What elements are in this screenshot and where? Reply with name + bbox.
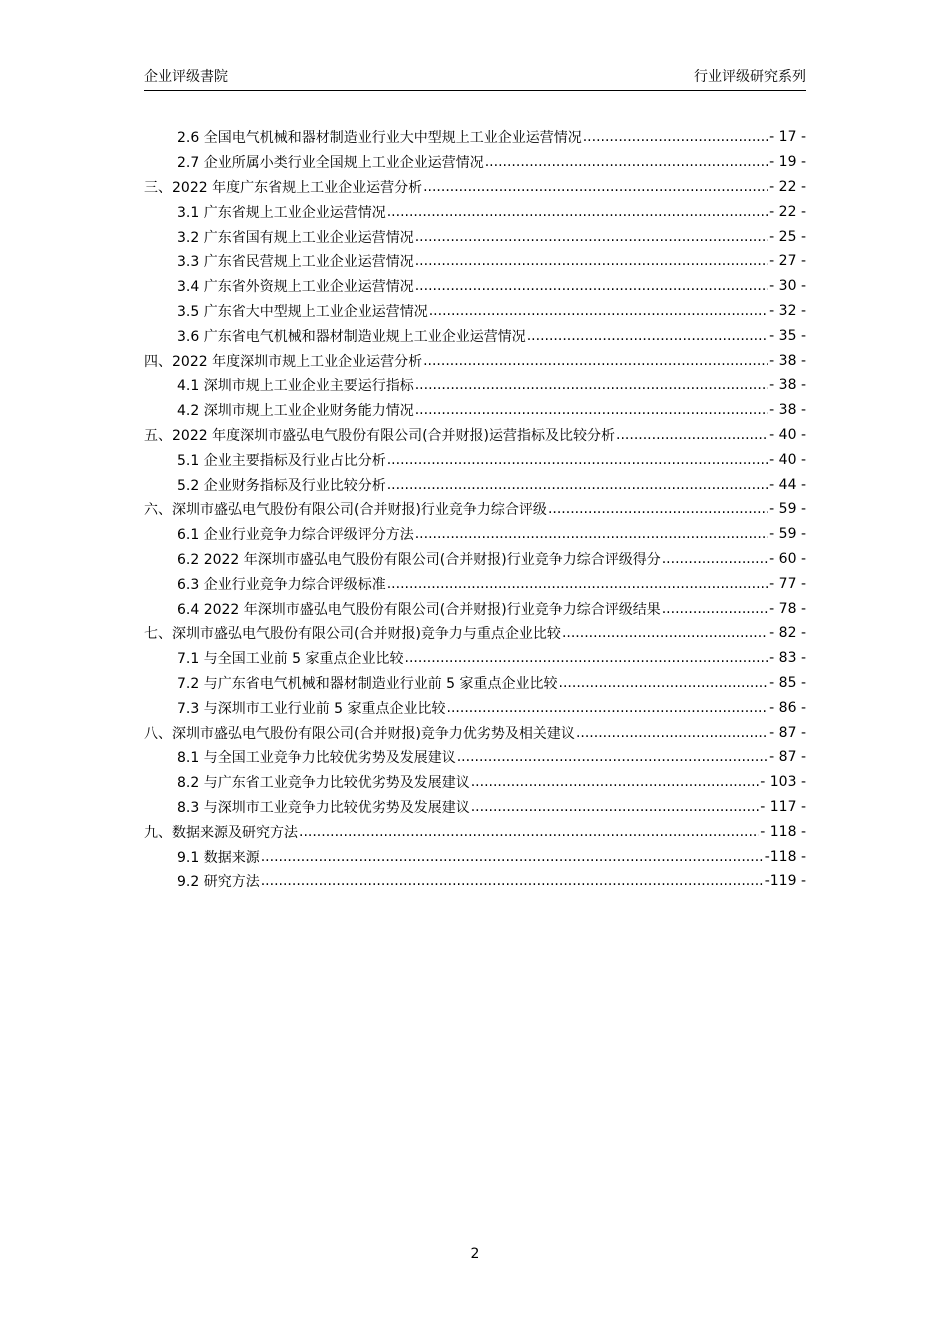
toc-entry-page: - 44 - (769, 476, 806, 493)
toc-chapter-entry[interactable] (144, 497, 806, 522)
toc-dot-leader (527, 328, 768, 344)
toc-entry-page: - 60 - (769, 550, 806, 567)
toc-entry-title: 九、数据来源及研究方法 (144, 824, 298, 841)
toc-section-entry[interactable] (144, 522, 806, 547)
page-header (144, 66, 806, 88)
toc-dot-leader (457, 749, 768, 765)
toc-dot-leader (423, 353, 768, 369)
toc-entry-page: - 35 - (769, 327, 806, 344)
toc-entry-page: - 78 - (769, 600, 806, 617)
toc-section-entry[interactable] (144, 745, 806, 770)
toc-dot-leader (471, 799, 760, 815)
toc-dot-leader (415, 229, 768, 245)
toc-entry-page: - 38 - (769, 352, 806, 369)
toc-entry-page: - 22 - (769, 203, 806, 220)
toc-entry-title: 八、深圳市盛弘电气股份有限公司(合并财报)竞争力优劣势及相关建议 (144, 725, 575, 742)
toc-dot-leader (559, 675, 769, 691)
toc-entry-title: 8.3 与深圳市工业竞争力比较优劣势及发展建议 (177, 799, 470, 816)
header-divider (144, 90, 806, 91)
toc-entry-title: 3.5 广东省大中型规上工业企业运营情况 (177, 303, 428, 320)
toc-entry-page: - 38 - (769, 402, 806, 419)
toc-entry-title: 六、深圳市盛弘电气股份有限公司(合并财报)行业竞争力综合评级 (144, 502, 547, 519)
toc-section-entry[interactable] (144, 795, 806, 820)
toc-dot-leader (415, 526, 768, 542)
toc-entry-title: 6.3 企业行业竞争力综合评级标准 (177, 576, 386, 593)
toc-section-entry[interactable] (144, 695, 806, 720)
toc-entry-title: 7.3 与深圳市工业行业前 5 家重点企业比较 (177, 700, 446, 717)
header-org-name: 企业评级書院 (144, 69, 228, 85)
toc-section-entry[interactable] (144, 323, 806, 348)
toc-entry-page: - 103 - (760, 774, 806, 791)
toc-entry-page: - 25 - (769, 228, 806, 245)
toc-dot-leader (415, 377, 768, 393)
toc-dot-leader (485, 154, 768, 170)
toc-entry-title: 四、2022 年度深圳市规上工业企业运营分析 (144, 353, 423, 370)
toc-entry-page: - 32 - (769, 302, 806, 319)
toc-section-entry[interactable] (144, 596, 806, 621)
toc-entry-page: - 87 - (769, 724, 806, 741)
toc-entry-page: -118 - (764, 848, 806, 865)
toc-entry-title: 2.7 企业所属小类行业全国规上工业企业运营情况 (177, 155, 484, 172)
toc-section-entry[interactable] (144, 398, 806, 423)
page-number: 2 (470, 1246, 480, 1262)
toc-dot-leader (616, 427, 768, 443)
toc-entry-title: 五、2022 年度深圳市盛弘电气股份有限公司(合并财报)运营指标及比较分析 (144, 427, 616, 444)
toc-entry-page: - 27 - (769, 253, 806, 270)
toc-dot-leader (562, 625, 768, 641)
toc-dot-leader (299, 824, 759, 840)
toc-section-entry[interactable] (144, 844, 806, 869)
toc-section-entry[interactable] (144, 447, 806, 472)
toc-entry-title: 6.4 2022 年深圳市盛弘电气股份有限公司(合并财报)行业竞争力综合评级结果 (177, 601, 661, 618)
toc-entry-page: - 82 - (769, 625, 806, 642)
toc-section-entry[interactable] (144, 373, 806, 398)
toc-entry-title: 5.1 企业主要指标及行业占比分析 (177, 452, 386, 469)
toc-entry-title: 3.1 广东省规上工业企业运营情况 (177, 204, 386, 221)
toc-entry-title: 9.1 数据来源 (177, 849, 260, 866)
toc-dot-leader (405, 650, 769, 666)
toc-entry-page: - 117 - (760, 798, 806, 815)
toc-entry-title: 4.2 深圳市规上工业企业财务能力情况 (177, 403, 414, 420)
toc-section-entry[interactable] (144, 299, 806, 324)
toc-dot-leader (583, 129, 768, 145)
toc-entry-page: - 38 - (769, 377, 806, 394)
toc-entry-title: 8.2 与广东省工业竞争力比较优劣势及发展建议 (177, 775, 470, 792)
toc-chapter-entry[interactable] (144, 423, 806, 448)
toc-dot-leader (387, 477, 768, 493)
toc-dot-leader (415, 402, 768, 418)
toc-section-entry[interactable] (144, 770, 806, 795)
toc-entry-page: - 19 - (769, 154, 806, 171)
toc-section-entry[interactable] (144, 249, 806, 274)
toc-dot-leader (662, 601, 768, 617)
table-of-contents (144, 125, 806, 894)
toc-entry-page: - 85 - (769, 674, 806, 691)
toc-dot-leader (415, 278, 768, 294)
toc-entry-page: - 59 - (769, 501, 806, 518)
toc-chapter-entry[interactable] (144, 348, 806, 373)
toc-dot-leader (387, 204, 768, 220)
toc-entry-page: - 17 - (769, 129, 806, 146)
toc-dot-leader (387, 452, 768, 468)
toc-entry-page: - 22 - (769, 178, 806, 195)
toc-dot-leader (261, 873, 764, 889)
toc-entry-title: 3.2 广东省国有规上工业企业运营情况 (177, 229, 414, 246)
toc-entry-page: - 83 - (769, 650, 806, 667)
toc-entry-page: - 59 - (769, 526, 806, 543)
toc-section-entry[interactable] (144, 472, 806, 497)
toc-entry-title: 6.1 企业行业竞争力综合评级评分方法 (177, 527, 414, 544)
toc-entry-page: -119 - (764, 873, 806, 890)
toc-dot-leader (415, 253, 768, 269)
toc-section-entry[interactable] (144, 199, 806, 224)
toc-entry-title: 3.3 广东省民营规上工业企业运营情况 (177, 254, 414, 271)
toc-entry-page: - 118 - (760, 823, 806, 840)
toc-entry-page: - 40 - (769, 451, 806, 468)
toc-chapter-entry[interactable] (144, 720, 806, 745)
toc-entry-title: 7.2 与广东省电气机械和器材制造业行业前 5 家重点企业比较 (177, 675, 558, 692)
toc-dot-leader (387, 576, 768, 592)
toc-entry-title: 4.1 深圳市规上工业企业主要运行指标 (177, 378, 414, 395)
toc-entry-page: - 77 - (769, 575, 806, 592)
toc-dot-leader (423, 179, 768, 195)
toc-section-entry[interactable] (144, 125, 806, 150)
toc-section-entry[interactable] (144, 646, 806, 671)
toc-chapter-entry[interactable] (144, 175, 806, 200)
toc-dot-leader (261, 849, 764, 865)
toc-entry-title: 3.4 广东省外资规上工业企业运营情况 (177, 279, 414, 296)
toc-entry-title: 8.1 与全国工业竞争力比较优劣势及发展建议 (177, 750, 456, 767)
toc-chapter-entry[interactable] (144, 621, 806, 646)
toc-dot-leader (548, 501, 768, 517)
toc-entry-title: 7.1 与全国工业前 5 家重点企业比较 (177, 651, 404, 668)
toc-dot-leader (576, 725, 768, 741)
toc-section-entry[interactable] (144, 150, 806, 175)
toc-entry-page: - 40 - (769, 426, 806, 443)
toc-dot-leader (429, 303, 768, 319)
toc-entry-title: 2.6 全国电气机械和器材制造业行业大中型规上工业企业运营情况 (177, 130, 582, 147)
header-series-title: 行业评级研究系列 (694, 69, 806, 85)
toc-entry-page: - 86 - (769, 699, 806, 716)
toc-section-entry[interactable] (144, 274, 806, 299)
toc-entry-title: 三、2022 年度广东省规上工业企业运营分析 (144, 179, 423, 196)
toc-entry-title: 6.2 2022 年深圳市盛弘电气股份有限公司(合并财报)行业竞争力综合评级得分 (177, 551, 661, 568)
toc-dot-leader (662, 551, 768, 567)
toc-dot-leader (471, 774, 760, 790)
toc-section-entry[interactable] (144, 547, 806, 572)
toc-entry-page: - 30 - (769, 278, 806, 295)
toc-entry-page: - 87 - (769, 749, 806, 766)
toc-entry-title: 3.6 广东省电气机械和器材制造业规上工业企业运营情况 (177, 328, 526, 345)
toc-entry-title: 9.2 研究方法 (177, 874, 260, 891)
toc-dot-leader (447, 700, 769, 716)
toc-chapter-entry[interactable] (144, 819, 806, 844)
toc-section-entry[interactable] (144, 671, 806, 696)
toc-section-entry[interactable] (144, 571, 806, 596)
toc-entry-title: 5.2 企业财务指标及行业比较分析 (177, 477, 386, 494)
toc-section-entry[interactable] (144, 224, 806, 249)
toc-entry-title: 七、深圳市盛弘电气股份有限公司(合并财报)竞争力与重点企业比较 (144, 626, 561, 643)
toc-section-entry[interactable] (144, 869, 806, 894)
